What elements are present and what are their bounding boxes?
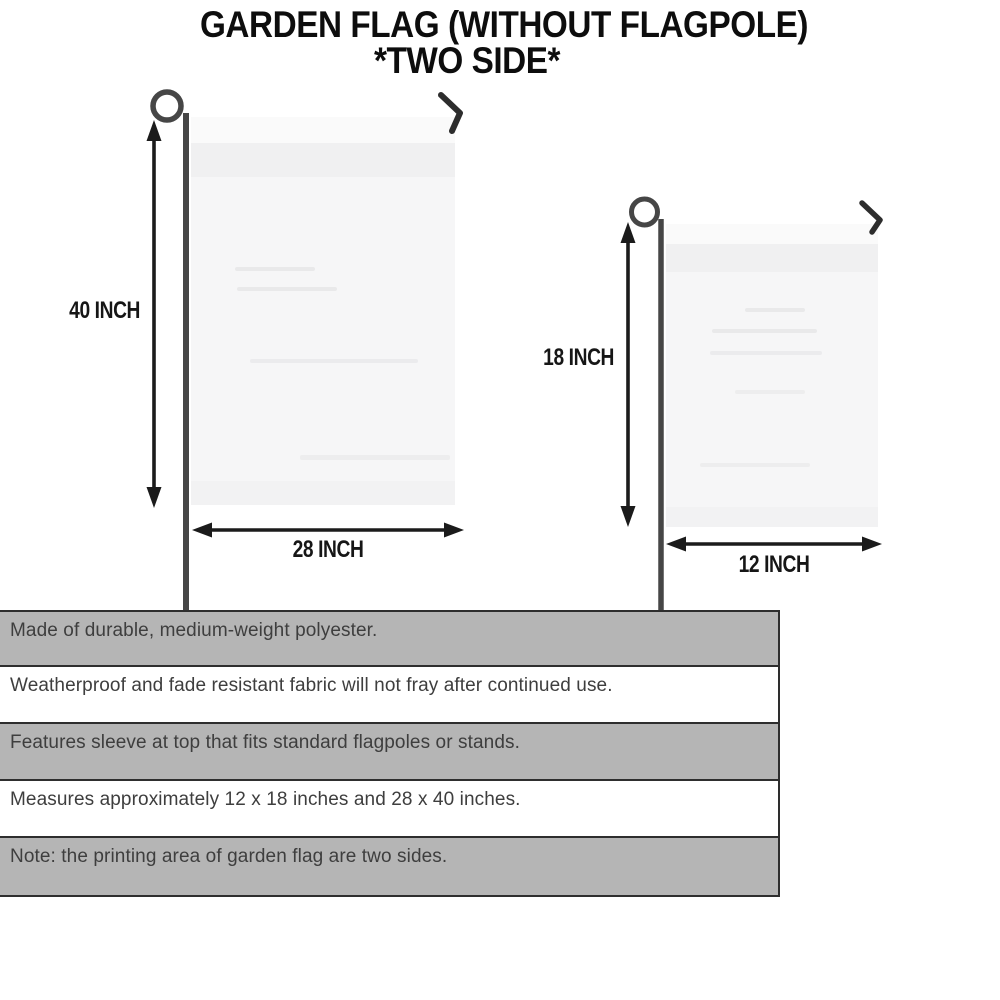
large-flag-height-label: 40 INCH [69, 297, 140, 324]
feature-row-weatherproof [0, 665, 780, 724]
page-title: GARDEN FLAG (WITHOUT FLAGPOLE) [199, 4, 809, 45]
large-flag-group [147, 92, 465, 611]
large-flag-width-label: 28 INCH [292, 536, 364, 563]
large-flagpole-loop-icon [153, 92, 181, 120]
small-flag-width-label: 12 INCH [738, 551, 810, 578]
feature-row-material [0, 610, 780, 667]
small-flag-group [621, 199, 883, 610]
page-subtitle: *TWO SIDE* [373, 40, 561, 81]
feature-text: Note: the printing area of garden flag are two sides. [10, 846, 448, 867]
large-flag-sleeve-top [191, 117, 455, 143]
feature-row-note [0, 836, 780, 897]
large-flag-sleeve [191, 143, 455, 177]
feature-text: Weatherproof and fade resistant fabric will not fray after continued use. [10, 675, 613, 696]
large-flag-height-arrow [147, 120, 162, 508]
small-flag-hem [666, 507, 878, 527]
feature-text: Measures approximately 12 x 18 inches and 28 x 40 inches. [10, 789, 521, 810]
feature-row-measurements [0, 779, 780, 838]
small-flagpole-loop-icon [632, 199, 658, 225]
small-flag-height-label: 18 INCH [543, 344, 614, 371]
small-flag-sleeve-top [666, 224, 878, 244]
feature-text: Features sleeve at top that fits standard flagpoles or stands. [10, 732, 520, 753]
large-flag-hem [191, 481, 455, 505]
feature-text: Made of durable, medium-weight polyester. [10, 620, 378, 641]
feature-row-sleeve [0, 722, 780, 781]
small-flag-height-arrow [621, 222, 636, 527]
small-flag-sleeve [666, 244, 878, 272]
small-flag-width-arrow [666, 537, 882, 552]
